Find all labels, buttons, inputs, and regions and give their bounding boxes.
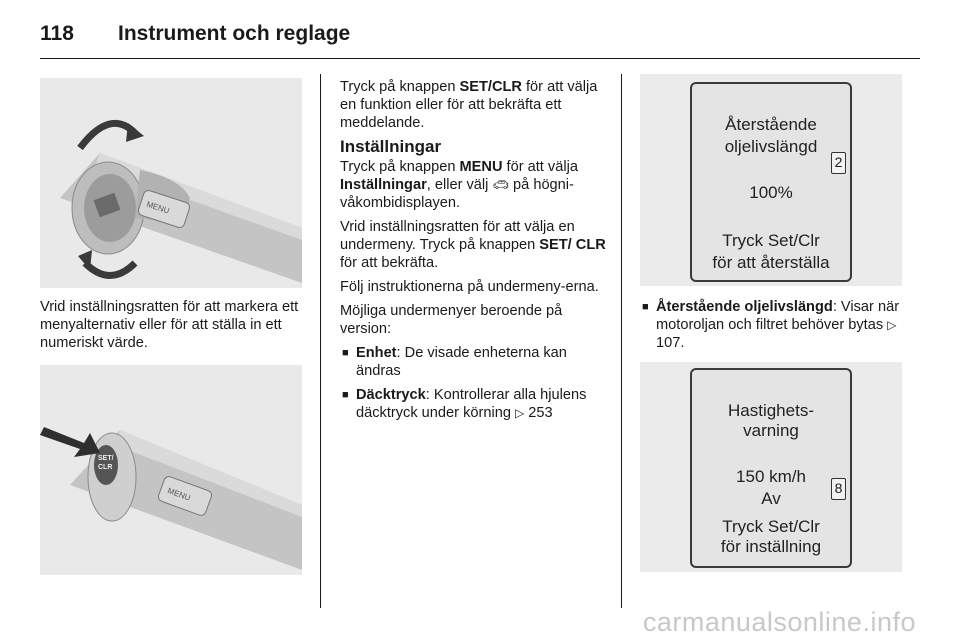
page-header <box>40 14 920 54</box>
stalk-clr-label: CLR <box>98 464 113 471</box>
display-value: 150 km/h <box>736 467 806 486</box>
header-rule <box>40 58 920 59</box>
display-text: Av <box>761 489 781 508</box>
stalk-menu-label: MENU <box>145 199 171 216</box>
display-panel-oil <box>690 82 852 282</box>
display-text: oljelivslängd <box>724 137 818 156</box>
display-badge: 8 <box>831 478 846 500</box>
triangle-ref-icon: ▷ <box>515 406 525 420</box>
paragraph-submenus: Möjliga undermenyer beroende på version: <box>340 303 563 337</box>
display-text: för att återställa <box>712 253 830 272</box>
display-badge: 2 <box>831 152 846 174</box>
display-panel-speed <box>690 368 852 568</box>
left-caption: Vrid inställningsratten för att markera ett menyalternativ eller för att ställa in ett numeriskt värde. <box>40 299 299 351</box>
display-text: Tryck Set/Clr <box>722 517 820 536</box>
list-item: ■ Återstående oljelivslängd: Visar när motoroljan och filtret behöver bytas ▷ 107. <box>640 298 906 352</box>
paragraph-setclr: Tryck på knappen SET/CLR för att välja en funktion eller för att bekräfta ett meddelande. <box>340 79 598 131</box>
column-divider-1 <box>320 74 321 608</box>
list-item: ■ Däcktryck: Kontrollerar alla hjulens däcktryck under körning ▷ 253 <box>340 386 608 422</box>
display-text: Tryck Set/Clr <box>722 231 820 250</box>
display-text: för inställning <box>720 537 822 556</box>
column-divider-2 <box>621 74 622 608</box>
display-text: varning <box>743 421 799 440</box>
list-item: ■ Enhet: De visade enheterna kan ändras <box>340 344 608 380</box>
stalk-setclr-label: SET/ <box>98 455 114 462</box>
display-image-oil <box>640 74 902 286</box>
paragraph-follow: Följ instruktionerna på undermeny-erna. <box>340 279 599 295</box>
section-heading: Inställningar <box>340 137 442 156</box>
page-title: Instrument och reglage <box>118 22 351 45</box>
watermark: carmanualsonline.info <box>642 607 916 637</box>
paragraph-menu: Tryck på knappen MENU för att välja Inställningar, eller välj 🚗︎ på högni-våkombidisplayen. <box>340 159 578 211</box>
display-value: 100% <box>749 183 793 202</box>
right-bullet <box>640 298 906 358</box>
stalk-photo-press <box>40 365 302 575</box>
display-text: Hastighets- <box>728 401 814 420</box>
page-number: 118 <box>40 22 74 45</box>
car-icon: 🚗︎ <box>492 177 509 192</box>
display-image-speed <box>640 362 902 572</box>
stalk-menu-label-2: MENU <box>166 486 192 503</box>
paragraph-rotate: Vrid inställningsratten för att välja en undermeny. Tryck på knappen SET/ CLR för att bekräfta. <box>340 219 606 271</box>
display-text: Återstående <box>725 115 817 134</box>
middle-column <box>340 78 608 428</box>
triangle-ref-icon: ▷ <box>887 318 897 332</box>
stalk-photo-rotate <box>40 78 302 288</box>
